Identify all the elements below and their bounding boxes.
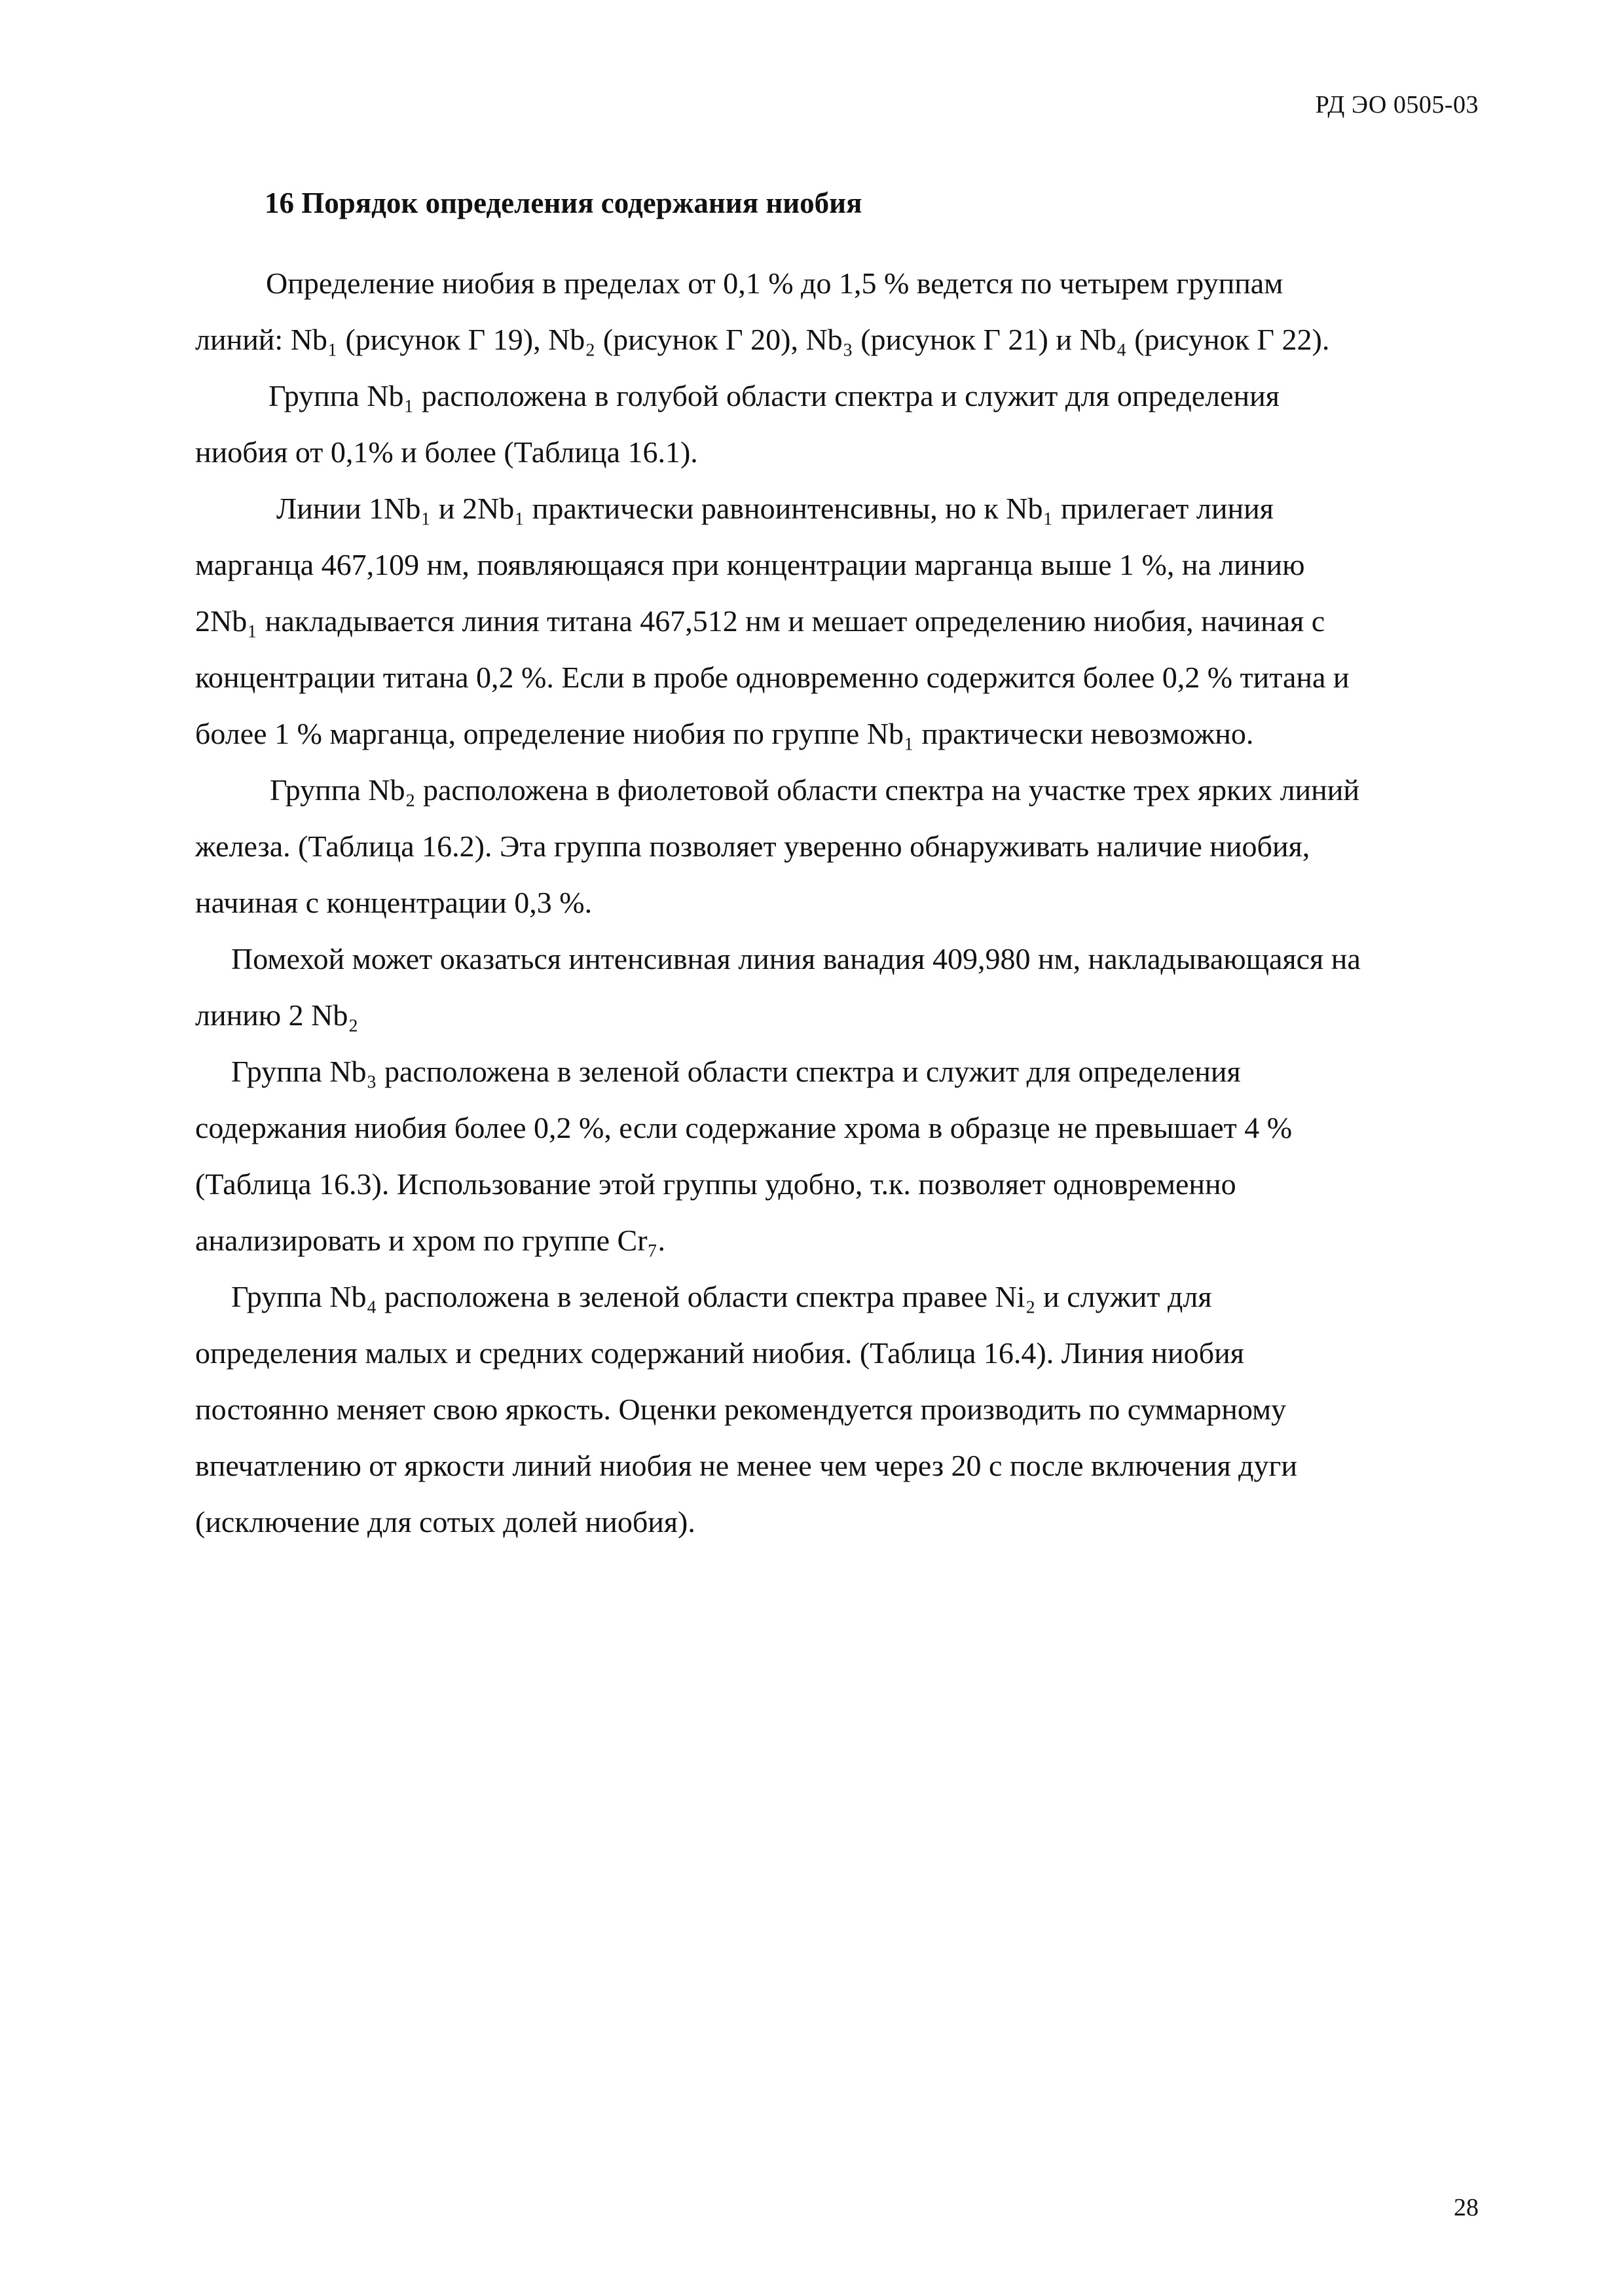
paragraph-nb1-interference xyxy=(195,481,1350,762)
paragraph-group-nb2 xyxy=(195,762,1359,931)
text-line: линию 2 Nb₂ xyxy=(195,998,359,1032)
paragraph-group-nb1 xyxy=(195,368,1280,481)
text-line: Линии 1Nb₁ и 2Nb₁ практически равноинтенсивны, но к Nb₁ прилегает линия xyxy=(276,492,1274,525)
text-line: Группа Nb₁ расположена в голубой области спектра и служит для определения xyxy=(268,379,1280,412)
text-line: содержания ниобия более 0,2 %, если содержание хрома в образце не превышает 4 % xyxy=(195,1111,1293,1144)
text-line: начиная с концентрации 0,3 %. xyxy=(195,886,593,919)
text-line: линий: Nb₁ (рисунок Г 19), Nb₂ (рисунок Г 20), Nb₃ (рисунок Г 21) и Nb₄ (рисунок Г 22). xyxy=(195,323,1330,356)
text-line: железа. (Таблица 16.2). Эта группа позволяет уверенно обнаруживать наличие ниобия, xyxy=(195,829,1310,863)
paragraph-groups-overview xyxy=(195,255,1329,368)
paragraph-group-nb3 xyxy=(195,1044,1292,1269)
text-line: Группа Nb₄ расположена в зеленой области спектра правее Ni₂ и служит для xyxy=(231,1280,1212,1313)
text-line: постоянно меняет свою яркость. Оценки рекомендуется производить по суммарному xyxy=(195,1393,1287,1426)
text-line: концентрации титана 0,2 %. Если в пробе одновременно содержится более 0,2 % титана и xyxy=(195,661,1350,694)
text-line: определения малых и средних содержаний ниобия. (Таблица 16.4). Линия ниобия xyxy=(195,1336,1244,1370)
paragraph-vanadium-interference xyxy=(195,931,1361,1044)
paragraph-group-nb4 xyxy=(195,1269,1297,1550)
text-line: (Таблица 16.3). Использование этой группы удобно, т.к. позволяет одновременно xyxy=(195,1167,1236,1201)
text-line: Помехой может оказаться интенсивная линия ванадия 409,980 нм, накладывающаяся на xyxy=(231,942,1361,975)
text-line: 2Nb₁ накладывается линия титана 467,512 нм и мешает определению ниобия, начиная с xyxy=(195,604,1325,638)
text-line: (исключение для сотых долей ниобия). xyxy=(195,1505,695,1539)
page-number: 28 xyxy=(1454,2194,1479,2221)
document-code: РД ЭО 0505-03 xyxy=(1315,91,1479,118)
text-line: более 1 % марганца, определение ниобия по группе Nb₁ практически невозможно. xyxy=(195,717,1254,750)
text-line: Группа Nb₃ расположена в зеленой области спектра и служит для определения xyxy=(231,1055,1241,1088)
text-line: Группа Nb₂ расположена в фиолетовой области спектра на участке трех ярких линий xyxy=(270,773,1359,807)
section-heading: 16 Порядок определения содержания ниобия xyxy=(265,187,862,219)
text-line: анализировать и хром по группе Cr₇. xyxy=(195,1224,666,1257)
text-line: Определение ниобия в пределах от 0,1 % до 1,5 % ведется по четырем группам xyxy=(266,266,1283,300)
text-line: марганца 467,109 нм, появляющаяся при концентрации марганца выше 1 %, на линию xyxy=(195,548,1305,581)
text-line: впечатлению от яркости линий ниобия не менее чем через 20 с после включения дуги xyxy=(195,1449,1297,1482)
text-line: ниобия от 0,1% и более (Таблица 16.1). xyxy=(195,435,698,469)
